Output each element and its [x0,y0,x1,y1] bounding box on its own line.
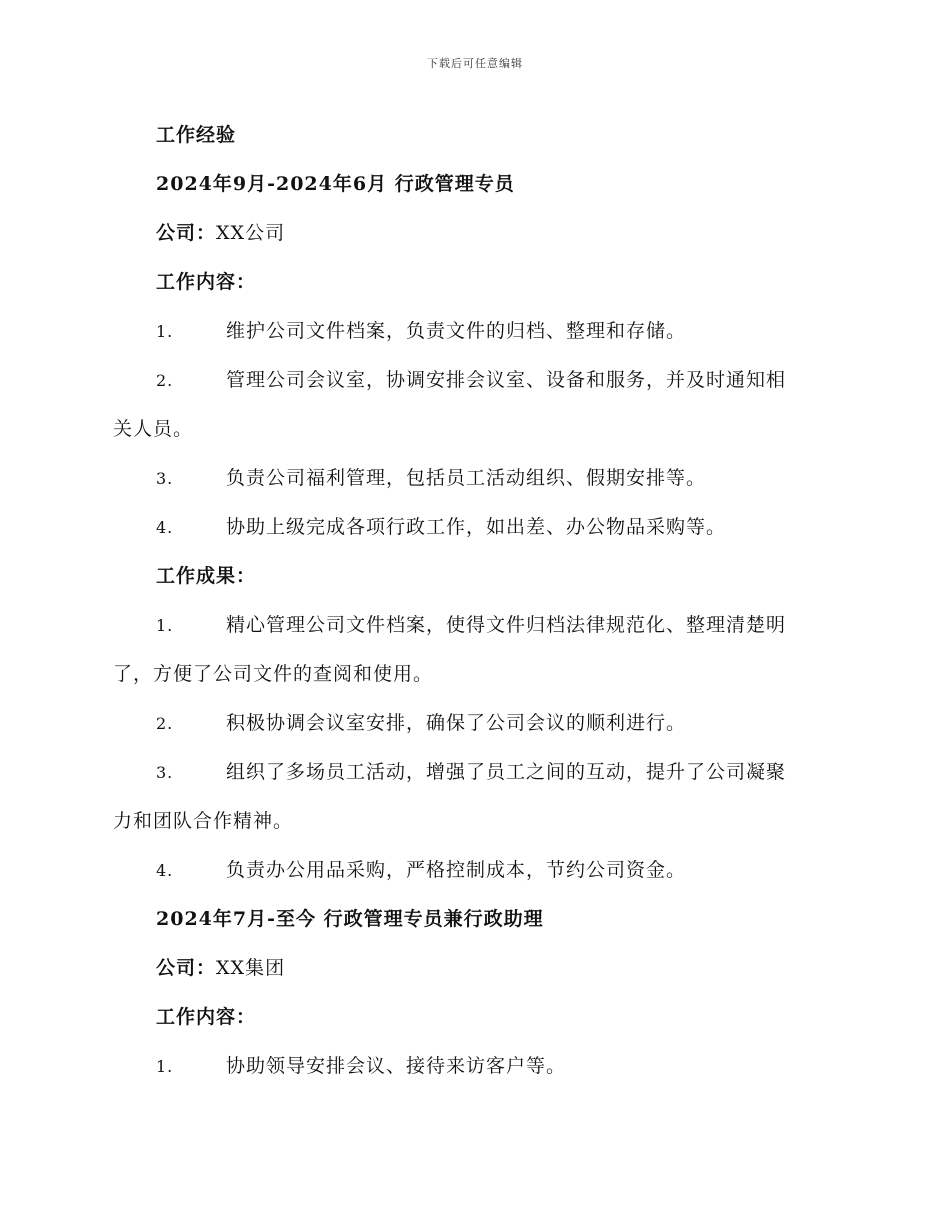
job-2-duties-label: 工作内容： [156,1006,257,1028]
company-label: 公司： [156,222,217,244]
list-item-number: 4. [156,861,174,880]
job-2-title: 2024年7月-至今 行政管理专员兼行政助理 [156,908,544,930]
list-item [113,601,835,650]
list-item [113,503,835,552]
list-item-text: 精心管理公司文件档案，使得文件归档法律规范化、整理清楚明 [226,614,787,636]
list-item-text: 积极协调会议室安排，确保了公司会议的顺利进行。 [226,712,687,734]
list-item-text: 组织了多场员工活动，增强了员工之间的互动，提升了公司凝聚 [226,761,787,783]
list-item-number: 1. [156,616,174,635]
list-item-text: 维护公司文件档案，负责文件的归档、整理和存储。 [226,320,687,342]
job-1-duties-label: 工作内容： [156,271,257,293]
list-item-continuation: 关人员。 [113,418,194,440]
company-name: XX公司 [216,222,286,244]
list-item-number: 2. [156,714,174,733]
company-name: XX集团 [216,957,286,979]
list-item-number: 3. [156,763,174,782]
list-item-number: 3. [156,469,174,488]
list-item [113,307,835,356]
list-item-continuation: 了，方便了公司文件的查阅和使用。 [113,663,434,685]
list-item-text: 协助上级完成各项行政工作，如出差、办公物品采购等。 [226,516,727,538]
job-1-results-label: 工作成果： [156,565,257,587]
list-item-number: 1. [156,322,174,341]
list-item-text: 负责办公用品采购，严格控制成本，节约公司资金。 [226,859,687,881]
list-item [113,356,835,405]
list-item-text: 管理公司会议室，协调安排会议室、设备和服务，并及时通知相 [226,369,787,391]
list-item [113,846,835,895]
list-item [113,699,835,748]
job-1-title: 2024年9月-2024年6月 行政管理专员 [156,173,515,195]
list-item-number: 4. [156,518,174,537]
list-item-text: 协助领导安排会议、接待来访客户等。 [226,1055,567,1077]
list-item [113,1042,835,1091]
section-title: 工作经验 [156,124,237,146]
list-item-text: 负责公司福利管理，包括员工活动组织、假期安排等。 [226,467,707,489]
job-1-company [113,209,835,258]
header-note: 下载后可任意编辑 [427,57,523,70]
list-item-number: 2. [156,371,174,390]
company-label: 公司： [156,957,217,979]
list-item [113,454,835,503]
job-2-company [113,944,835,993]
document-content [113,111,835,1091]
list-item [113,748,835,797]
list-item-continuation: 力和团队合作精神。 [113,810,294,832]
list-item-number: 1. [156,1057,174,1076]
